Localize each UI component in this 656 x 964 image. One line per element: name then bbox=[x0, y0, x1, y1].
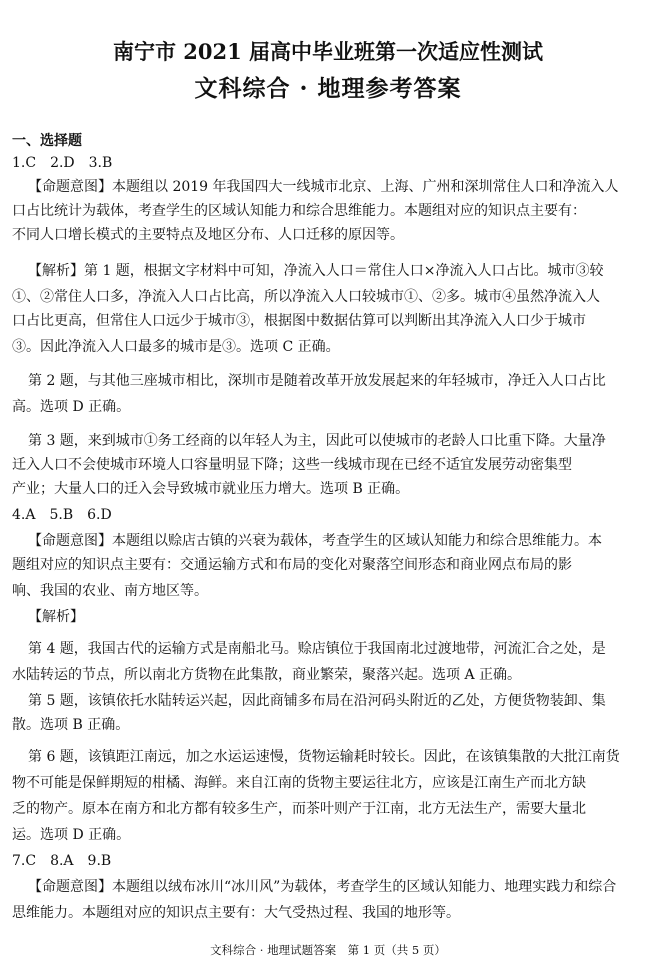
answer-line: 高。选项 D 正确。 bbox=[12, 399, 131, 415]
answer-line: 7.C 8.A 9.B bbox=[12, 853, 112, 869]
answer-line: 第 4 题，我国古代的运输方式是南船北马。赊店镇位于我国南北过渡地带，河流汇合之处，是 bbox=[28, 641, 606, 657]
answer-line: ①、②常住人口多，净流入人口占比高，所以净流入人口较城市①、②多。城市④虽然净流入人 bbox=[12, 289, 600, 305]
answer-line: 响、我国的农业、南方地区等。 bbox=[12, 583, 208, 599]
answer-line: 题组对应的知识点主要有：交通运输方式和布局的变化对聚落空间形态和商业网点布局的影 bbox=[12, 557, 572, 573]
answer-line: 4.A 5.B 6.D bbox=[12, 507, 112, 523]
exam-title: 南宁市 2021 届高中毕业班第一次适应性测试 bbox=[112, 39, 544, 64]
answer-line: 物不可能是保鲜期短的柑橘、海鲜。来自江南的货物主要运往北方，应该是江南生产而北方缺 bbox=[12, 775, 586, 791]
answer-line: 第 2 题，与其他三座城市相比，深圳市是随着改革开放发展起来的年轻城市，净迁入人口占比 bbox=[28, 373, 606, 389]
page-footer: 文科综合 · 地理试题答案 第 1 页（共 5 页） bbox=[210, 943, 446, 957]
answer-line: 思维能力。本题组对应的知识点主要有：大气受热过程、我国的地形等。 bbox=[12, 905, 460, 921]
answer-line: 【命题意图】本题组以绒布冰川“冰川风”为载体，考查学生的区域认知能力、地理实践力和综合 bbox=[28, 879, 617, 895]
answer-line: ③。因此净流入人口最多的城市是③。选项 C 正确。 bbox=[12, 339, 340, 355]
answer-line: 散。选项 B 正确。 bbox=[12, 717, 130, 733]
answer-line: 水陆转运的节点，所以南北方货物在此集散，商业繁荣，聚落兴起。选项 A 正确。 bbox=[12, 667, 522, 683]
answer-line: 迁入人口不会使城市环境人口容量明显下降；这些一线城市现在已经不适宜发展劳动密集型 bbox=[12, 457, 572, 473]
section-heading-multiple-choice: 一、选择题 bbox=[12, 133, 82, 149]
answer-line: 1.C 2.D 3.B bbox=[12, 155, 113, 171]
answer-line: 【解析】 bbox=[28, 609, 84, 625]
answer-line: 【命题意图】本题组以赊店古镇的兴衰为载体，考查学生的区域认知能力和综合思维能力。本 bbox=[28, 533, 602, 549]
answer-line: 【解析】第 1 题，根据文字材料中可知，净流入人口＝常住人口×净流入人口占比。城市③较 bbox=[28, 263, 604, 279]
answer-key-subtitle: 文科综合 · 地理参考答案 bbox=[194, 75, 462, 102]
answer-line: 口占比更高，但常住人口远少于城市③，根据图中数据估算可以判断出其净流入人口少于城市 bbox=[12, 313, 586, 329]
answer-line: 第 3 题，来到城市①务工经商的以年轻人为主，因此可以使城市的老龄人口比重下降。大量净 bbox=[28, 433, 606, 449]
answer-line: 第 5 题，该镇依托水陆转运兴起，因此商铺多布局在沿河码头附近的乙处，方便货物装卸、集 bbox=[28, 693, 606, 709]
answer-line: 乏的物产。原本在南方和北方都有较多生产，而茶叶则产于江南，北方无法生产，需要大量北 bbox=[12, 801, 586, 817]
answer-line: 运。选项 D 正确。 bbox=[12, 827, 131, 843]
answer-line: 产业；大量人口的迁入会导致城市就业压力增大。选项 B 正确。 bbox=[12, 481, 410, 497]
answer-line: 不同人口增长模式的主要特点及地区分布、人口迁移的原因等。 bbox=[12, 227, 404, 243]
answer-line: 口占比统计为载体，考查学生的区域认知能力和综合思维能力。本题组对应的知识点主要有： bbox=[12, 203, 586, 219]
answer-line: 【命题意图】本题组以 2019 年我国四大一线城市北京、上海、广州和深圳常住人口和净流入人 bbox=[28, 179, 619, 195]
answer-line: 第 6 题，该镇距江南远，加之水运运速慢，货物运输耗时较长。因此，在该镇集散的大批江南货 bbox=[28, 749, 620, 765]
